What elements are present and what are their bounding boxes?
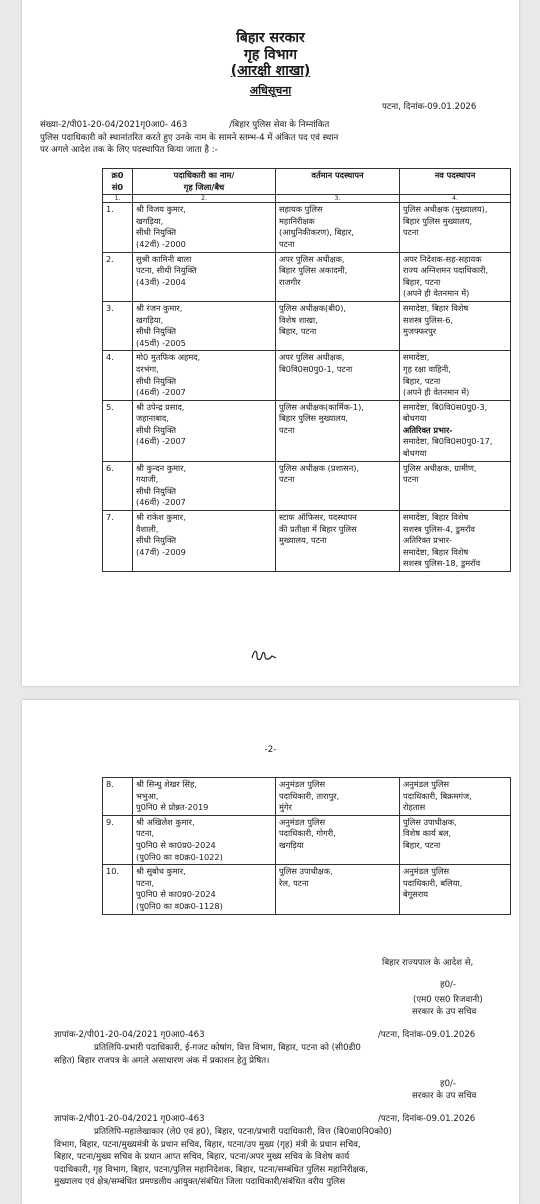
- table-row: [103, 815, 511, 864]
- cell-sno: 8.: [103, 778, 133, 816]
- col-header-new-posting: नव पदस्थापन: [400, 169, 511, 195]
- cell-sno: 6.: [103, 461, 133, 510]
- cell-officer: श्री अखिलेश कुमार, पटना, पु0नि0 से का0प्र0-2024 (पु0नि0 का व0क्र0-1022): [133, 815, 276, 864]
- governor-order-line: बिहार राज्यपाल के आदेश से,: [382, 958, 474, 968]
- table-row: [103, 511, 511, 572]
- cell-officer: श्री राकेश कुमार, वैशाली, सीधी नियुक्ति (47वीं) -2009: [133, 511, 276, 572]
- table-row: [103, 400, 511, 461]
- memo1-date: /पटना, दिनांक-09.01.2026: [378, 1030, 476, 1040]
- memo2-date: /पटना, दिनांक-09.01.2026: [378, 1114, 476, 1124]
- memo1-number: ज्ञापांक-2/पी01-20-04/2021 गृ0आ0-463: [54, 1030, 205, 1040]
- cell-current-posting: पुलिस अधीक्षक(बी0), विशेष शाखा, बिहार, पटना: [276, 301, 400, 350]
- col-header-current-posting: वर्तमान पदस्थापन: [276, 169, 400, 195]
- cell-current-posting: अनुमंडल पुलिस पदाधिकारी, तारापुर, मुंगेर: [276, 778, 400, 816]
- col-header-sno: क्र0 सं0: [103, 169, 133, 195]
- col-header-officer: पदाधिकारी का नाम/ गृह जिला/बैच: [133, 169, 276, 195]
- table-row: [103, 351, 511, 400]
- signatory-title: सरकार के उप सचिव: [412, 1007, 477, 1017]
- signatory-name: (एम0 एस0 रिजवानी): [413, 995, 483, 1005]
- cell-new-posting: पुलिस उपाधीक्षक, विशेष कार्य बल, बिहार, पटना: [400, 815, 511, 864]
- table-row: [103, 203, 511, 252]
- cell-new-posting: समादेष्टा, बिहार विशेष सशस्त्र पुलिस-4, डुमरॉव अतिरिक्त प्रभार- समादेष्टा, बिहार विशेष सशस्त्र पुलिस-18, डुमरॉव: [400, 511, 511, 572]
- cell-current-posting: पुलिस अधीक्षक(कार्मिक-1), बिहार पुलिस मुख्यालय, पटना: [276, 400, 400, 461]
- cell-current-posting: स्टाफ ऑफिसर, पदस्थापन की प्रतीक्षा में बिहार पुलिस मुख्यालय, पटना: [276, 511, 400, 572]
- cell-sno: 1.: [103, 203, 133, 252]
- cell-new-posting: अनुमंडल पुलिस पदाधिकारी, बिक्रमगंज, रोहतास: [400, 778, 511, 816]
- cell-officer: सुश्री कामिनी बाला पटना, सीधी नियुक्ति (43वीं) -2004: [133, 252, 276, 301]
- document-page-1: [22, 0, 519, 686]
- cell-current-posting: अनुमंडल पुलिस पदाधिकारी, गोगरी, खगड़िया: [276, 815, 400, 864]
- cell-sno: 4.: [103, 351, 133, 400]
- table-row: [103, 778, 511, 816]
- cell-sno: 7.: [103, 511, 133, 572]
- cell-officer: मो0 मुतफिक अहमद, दरभंगा, सीधी नियुक्ति (46वीं) -2007: [133, 351, 276, 400]
- cell-new-posting: समादेष्टा, गृह रक्षा वाहिनी, बिहार, पटना (अपने ही वेतनमान में): [400, 351, 511, 400]
- cell-new-posting: पुलिस अधीक्षक (मुख्यालय), बिहार पुलिस मुख्यालय, पटना: [400, 203, 511, 252]
- intro-paragraph: संख्या-2/पी01-20-04/2021गृ0आ0- 463 /बिहार पुलिस सेवा के निम्नांकित पुलिस पदाधिकारी को स्थानांतरित करते हुए उनके नाम के सामने स्तम्भ-4 में अंकित पद एवं स्थान पर अगले आदेश तक के लिए पदस्थापित किया जाता है :-: [40, 120, 339, 155]
- signature-mark: ह0/-: [440, 980, 457, 990]
- memo1-body: प्रतिलिपि-प्रभारी पदाधिकारी, ई-गजट कोषांग, वित्त विभाग, बिहार, पटना को (सी0डी0 सहित) बिहार राजपत्र के अगले असाधारण अंक में प्रकाशन हेतु प्रेषित।: [54, 1043, 361, 1066]
- memo-number: संख्या-2/पी01-20-04/2021गृ0आ0- 463: [40, 120, 188, 130]
- transfer-table-page1: [102, 168, 511, 572]
- place-date: पटना, दिनांक-09.01.2026: [382, 102, 477, 112]
- transfer-table-page2: [102, 777, 511, 915]
- cell-officer: श्री उपेन्द्र प्रसाद, जहानाबाद, सीधी नियुक्ति (46वीं) -2007: [133, 400, 276, 461]
- cell-sno: 5.: [103, 400, 133, 461]
- signature-initial: [250, 646, 280, 664]
- cell-sno: 2.: [103, 252, 133, 301]
- cell-sno: 10.: [103, 865, 133, 914]
- table-row: [103, 301, 511, 350]
- document-page-2: [22, 700, 519, 1204]
- table-row: [103, 865, 511, 914]
- cell-new-posting: पुलिस अधीक्षक, ग्रामीण, पटना: [400, 461, 511, 510]
- cell-officer: श्री विजय कुमार, खगड़िया, सीधी नियुक्ति (42वीं) -2000: [133, 203, 276, 252]
- cell-current-posting: पुलिस अधीक्षक (प्रशासन), पटना: [276, 461, 400, 510]
- cell-new-posting: समादेष्टा, बिहार विशेष सशस्त्र पुलिस-6, मुजफ्फरपुर: [400, 301, 511, 350]
- memo1-title: सरकार के उप सचिव: [412, 1091, 477, 1101]
- column-number-row: 1. 2. 3. 4.: [103, 195, 511, 203]
- cell-sno: 3.: [103, 301, 133, 350]
- notification-title: अधिसूचना: [249, 84, 292, 97]
- cell-current-posting: पुलिस उपाधीक्षक, रेल, पटना: [276, 865, 400, 914]
- department-header: गृह विभाग: [244, 47, 297, 63]
- cell-officer: श्री सिन्धु शेखर सिंह, भभुआ, पु0नि0 से प्रोन्नत-2019: [133, 778, 276, 816]
- cell-current-posting: सहायक पुलिस महानिरीक्षक (आधुनिकीकरण), बिहार, पटना: [276, 203, 400, 252]
- cell-new-posting: अनुमंडल पुलिस पदाधिकारी, बलिया, बेगूसराय: [400, 865, 511, 914]
- table-row: [103, 252, 511, 301]
- cell-current-posting: अपर पुलिस अधीक्षक, बिहार पुलिस अकादमी, राजगीर: [276, 252, 400, 301]
- branch-header: (आरक्षी शाखा): [230, 63, 311, 79]
- cell-officer: श्री कुन्दन कुमार, गयाजी, सीधी नियुक्ति (46वीं) -2007: [133, 461, 276, 510]
- memo1-signature: ह0/-: [440, 1079, 457, 1089]
- cell-current-posting: अपर पुलिस अधीक्षक, बि0वि0स0पु0-1, पटना: [276, 351, 400, 400]
- cell-new-posting: अपर निदेशक-सह-सहायक राज्य अग्निशमन पदाधिकारी, बिहार, पटना (अपने ही वेतनमान में): [400, 252, 511, 301]
- cell-officer: श्री रंजन कुमार, खगड़िया, सीधी नियुक्ति (45वीं) -2005: [133, 301, 276, 350]
- cell-sno: 9.: [103, 815, 133, 864]
- cell-new-posting: समादेष्टा, बि0वि0स0पु0-3, बोधगया अतिरिक्त प्रभार- समादेष्टा, बि0वि0स0पु0-17, बोधगया: [400, 400, 511, 461]
- memo2-body: प्रतिलिपि-महालेखाकार (ले0 एवं ह0), बिहार, पटना/प्रभारी पदाधिकारी, वित्त (बि0वा0नि0को0) विभाग, बिहार, पटना/मुख्यमंत्री के प्रधान सचिव, बिहार, पटना/उप मुख्य (गृह) मंत्री के प्रधान सचिव, बिहार, पटना/मुख्य सचिव के प्रधान आप्त सचिव, बिहार, पटना/अपर मुख्य सचिव के विशेष कार्य पदाधिकारी, गृह विभाग, बिहार, पटना/पुलिस महानिदेशक, बिहार, पटना/सम्बंधित पुलिस महानिरीक्षक, मुख्यालय एवं क्षेत्र/सम्बंधित प्रमण्डलीय आयुक्त/संबंधित जिला पदाधिकारी/संबंधित वरीय पुलिस: [54, 1127, 392, 1187]
- govt-header: बिहार सरकार: [236, 30, 305, 46]
- page-number: -2-: [264, 745, 277, 755]
- cell-officer: श्री सुबोध कुमार, पटना, पु0नि0 से का0प्र0-2024 (पु0नि0 का व0क्र0-1128): [133, 865, 276, 914]
- table-row: [103, 461, 511, 510]
- memo2-number: ज्ञापांक-2/पी01-20-04/2021 गृ0आ0-463: [54, 1114, 205, 1124]
